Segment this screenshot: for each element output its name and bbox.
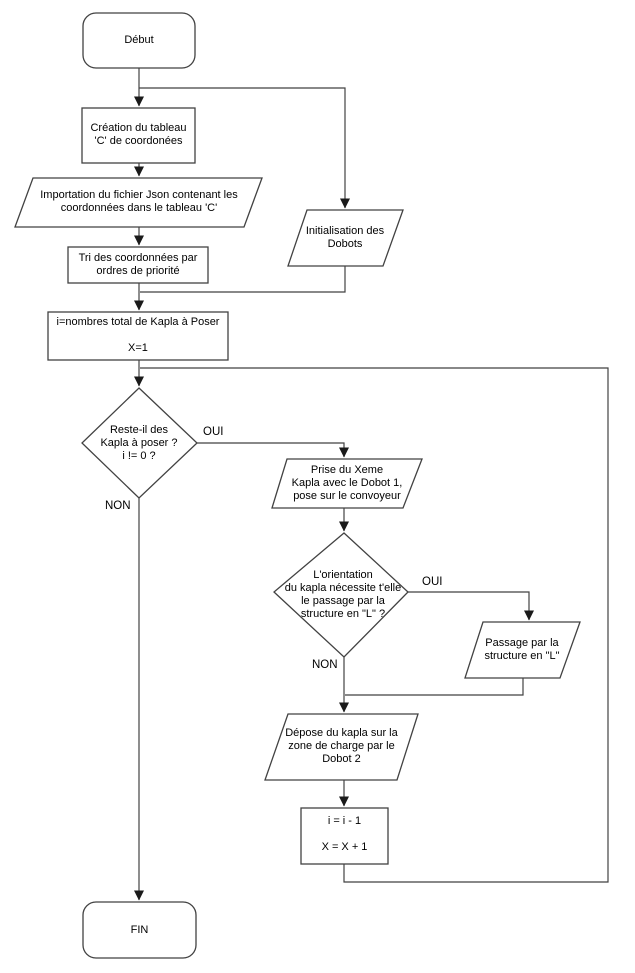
oui-reste-label: OUI	[203, 426, 224, 438]
init-dobots-label: Initialisation des Dobots	[305, 225, 385, 250]
init-vars-node	[48, 312, 228, 360]
importation-node	[15, 178, 262, 227]
tri-label: Tri des coordonnées par ordres de priorité	[78, 252, 198, 277]
edge-decision2-oui	[408, 592, 529, 620]
depose-node	[265, 714, 418, 780]
init-vars-label: i=nombres total de Kapla à Poser X=1	[56, 316, 220, 354]
edge-decision1-oui	[197, 443, 344, 457]
passage-node	[465, 622, 580, 678]
fin-node	[83, 902, 196, 958]
creation-node	[82, 108, 195, 163]
increment-label: i = i - 1 X = X + 1	[321, 815, 368, 853]
importation-label: Importation du fichier Json contenant les coordonnées dans le tableau 'C'	[40, 189, 238, 214]
depose-label: Dépose du kapla sur la zone de charge par le Dobot 2	[285, 727, 398, 765]
edge-passage-merge	[345, 678, 523, 695]
decision-reste-node	[82, 388, 197, 498]
fin-label: FIN	[130, 924, 149, 936]
debut-node	[83, 13, 195, 68]
prise-label: Prise du Xeme Kapla avec le Dobot 1, pose sur le convoyeur	[291, 464, 403, 502]
prise-node	[272, 459, 422, 508]
debut-label: Début	[124, 34, 154, 46]
tri-node	[68, 247, 208, 283]
increment-node	[301, 808, 388, 864]
decision-orientation-label: L'orientation du kapla nécessite t'elle le passage par la structure en "L" ?	[284, 569, 402, 620]
oui-orientation-label: OUI	[422, 576, 443, 588]
init-dobots-node	[288, 210, 403, 266]
decision-reste-label: Reste-il des Kapla à poser ? i != 0 ?	[100, 424, 178, 462]
non-reste-label: NON	[105, 500, 131, 512]
decision-orientation-node	[274, 533, 408, 657]
non-orientation-label: NON	[312, 659, 338, 671]
passage-label: Passage par la structure en "L"	[484, 637, 560, 662]
creation-label: Création du tableau 'C' de coordonées	[90, 122, 187, 147]
